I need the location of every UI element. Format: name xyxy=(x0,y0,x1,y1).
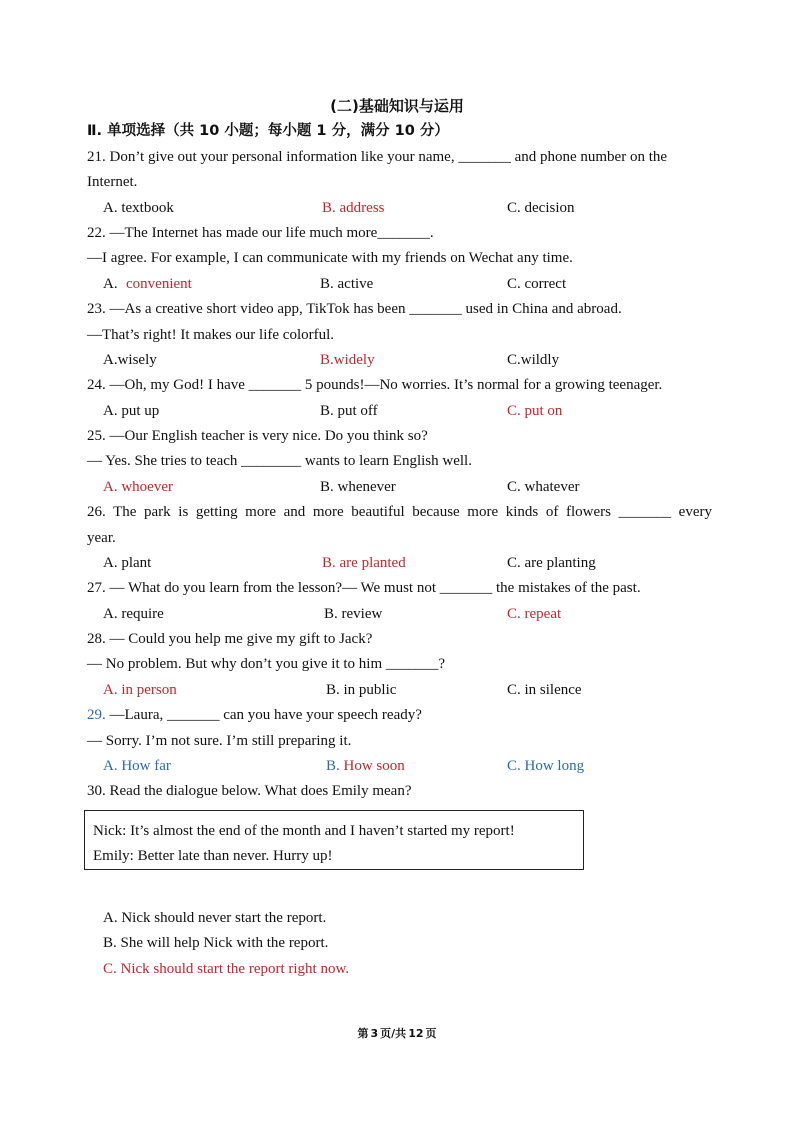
option-24-b[interactable]: B. put off xyxy=(320,403,378,419)
dialogue-line-emily: Emily: Better late than never. Hurry up! xyxy=(93,848,333,864)
question-21-line-1: 21. Don’t give out your personal information like your name, _______ and phone number on the xyxy=(87,149,668,165)
option-27-a[interactable]: A. require xyxy=(103,606,164,622)
question-28-line-1: 28. — Could you help me give my gift to Jack? xyxy=(87,631,373,647)
dialogue-box xyxy=(84,810,584,870)
option-30-a[interactable]: A. Nick should never start the report. xyxy=(103,910,327,926)
question-25-line-2: — Yes. She tries to teach ________ wants to learn English well. xyxy=(87,453,472,469)
option-26-a[interactable]: A. plant xyxy=(103,555,152,571)
option-22-c[interactable]: C. correct xyxy=(507,276,567,292)
option-23-a[interactable]: A.wisely xyxy=(103,352,157,368)
option-21-c[interactable]: C. decision xyxy=(507,200,575,216)
option-24-a[interactable]: A. put up xyxy=(103,403,160,419)
question-23-line-1: 23. —As a creative short video app, TikTok has been _______ used in China and abroad. xyxy=(87,301,622,317)
section-title: (二)基础知识与运用 xyxy=(330,97,464,115)
option-26-b[interactable]: B. are planted xyxy=(322,555,406,571)
option-27-c[interactable]: C. repeat xyxy=(507,606,562,622)
footer-mid: 页/共 xyxy=(380,1027,407,1040)
question-29-stem: —Laura, _______ can you have your speech ready? xyxy=(105,707,422,723)
option-21-b[interactable]: B. address xyxy=(322,200,385,216)
option-26-c[interactable]: C. are planting xyxy=(507,555,596,571)
question-22-line-1: 22. —The Internet has made our life much more_______. xyxy=(87,225,434,241)
footer-page-total: 12 xyxy=(408,1027,424,1040)
dialogue-line-nick: Nick: It’s almost the end of the month and I haven’t started my report! xyxy=(93,823,515,839)
option-29-c[interactable]: C. How long xyxy=(507,758,585,774)
option-29-b-text: How soon xyxy=(343,758,405,774)
option-25-a[interactable]: A. whoever xyxy=(103,479,173,495)
option-23-c[interactable]: C.wildly xyxy=(507,352,560,368)
question-29-number: 29. xyxy=(87,707,106,723)
option-29-b[interactable] xyxy=(326,756,405,776)
option-29-a[interactable]: A. How far xyxy=(103,758,171,774)
option-22-a-text[interactable]: convenient xyxy=(126,276,192,292)
option-30-b[interactable]: B. She will help Nick with the report. xyxy=(103,935,329,951)
option-25-c[interactable]: C. whatever xyxy=(507,479,580,495)
option-27-b[interactable]: B. review xyxy=(324,606,383,622)
option-22-b[interactable]: B. active xyxy=(320,276,374,292)
question-23-line-2: —That’s right! It makes our life colorful. xyxy=(87,327,335,343)
question-30-line-1: 30. Read the dialogue below. What does Emily mean? xyxy=(87,783,412,799)
option-24-c[interactable]: C. put on xyxy=(507,403,563,419)
question-26-line-2: year. xyxy=(87,530,116,546)
footer-page-number: 3 xyxy=(370,1027,379,1040)
option-23-b[interactable]: B.widely xyxy=(320,352,375,368)
option-28-b[interactable]: B. in public xyxy=(326,682,397,698)
option-25-b[interactable]: B. whenever xyxy=(320,479,396,495)
option-30-c[interactable]: C. Nick should start the report right now. xyxy=(103,961,350,977)
question-29-line-1 xyxy=(87,705,422,725)
question-22-line-2: —I agree. For example, I can communicate with my friends on Wechat any time. xyxy=(87,250,573,266)
option-28-c[interactable]: C. in silence xyxy=(507,682,582,698)
page-footer xyxy=(0,1026,794,1042)
question-29-line-2: — Sorry. I’m not sure. I’m still preparing it. xyxy=(87,733,352,749)
question-26-line-1: 26. The park is getting more and more beautiful because more kinds of flowers _______ every xyxy=(87,504,712,520)
question-24-line-1: 24. —Oh, my God! I have _______ 5 pounds!—No worries. It’s normal for a growing teenager. xyxy=(87,377,663,393)
footer-suffix: 页 xyxy=(425,1027,437,1040)
question-25-line-1: 25. —Our English teacher is very nice. Do you think so? xyxy=(87,428,428,444)
option-22-a-label[interactable]: A. xyxy=(103,276,118,292)
question-27-line-1: 27. — What do you learn from the lesson?— We must not _______ the mistakes of the past. xyxy=(87,580,641,596)
option-21-a[interactable]: A. textbook xyxy=(103,200,174,216)
footer-prefix: 第 xyxy=(357,1027,369,1040)
question-21-line-2: Internet. xyxy=(87,174,138,190)
section-header: Ⅱ. 单项选择（共 10 小题；每小题 1 分，满分 10 分） xyxy=(87,123,449,139)
question-28-line-2: — No problem. But why don’t you give it to him _______? xyxy=(87,656,446,672)
option-28-a[interactable]: A. in person xyxy=(103,682,177,698)
option-29-b-label: B. xyxy=(326,758,340,774)
